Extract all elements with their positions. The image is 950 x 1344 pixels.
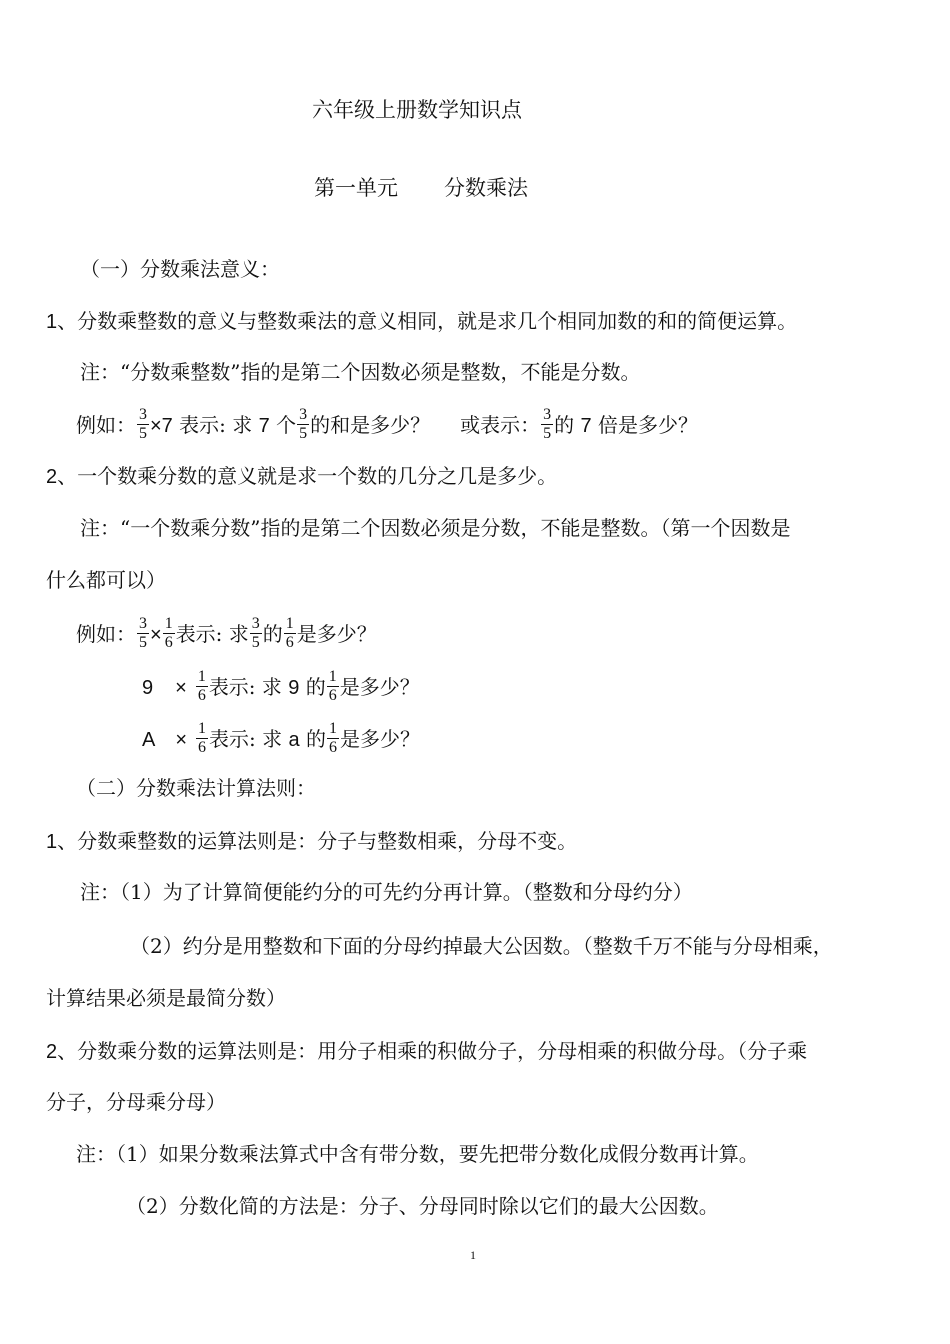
times-seven: ×7 <box>150 415 173 437</box>
example-text: 的 <box>299 675 326 699</box>
denominator: 5 <box>139 634 147 651</box>
note-1: 注：“分数乘整数”指的是第二个因数必须是整数，不能是分数。 <box>80 360 641 384</box>
paragraph-4 <box>46 1039 807 1064</box>
unit-label: 第一单元 <box>314 176 398 200</box>
denominator: 5 <box>299 425 308 442</box>
denominator: 6 <box>197 687 206 704</box>
numerator: 1 <box>328 720 337 737</box>
item-number: 2 <box>46 466 58 488</box>
paragraph-text: 、一个数乘分数的意义就是求一个数的几分之几是多少。 <box>57 464 558 488</box>
number-seven: 7 <box>258 415 270 437</box>
number: 9 <box>288 677 300 699</box>
times-sign: × <box>175 729 188 751</box>
example-text: 是多少？ <box>339 727 420 751</box>
paragraph-text: 、分数乘整数的运算法则是：分子与整数相乘，分母不变。 <box>57 829 578 853</box>
numerator: 3 <box>543 406 552 423</box>
paragraph-1 <box>46 309 797 334</box>
example-1 <box>76 408 698 445</box>
item-number: 2 <box>46 1041 58 1063</box>
fraction <box>297 406 309 443</box>
fraction <box>196 720 208 757</box>
denominator: 6 <box>328 739 337 756</box>
example-text: 的 <box>299 727 326 751</box>
fraction <box>327 720 339 757</box>
fraction <box>541 406 553 443</box>
fraction <box>196 668 208 705</box>
fraction <box>137 406 149 443</box>
numerator: 1 <box>164 615 173 632</box>
number-seven: 7 <box>580 415 592 437</box>
note-2-continued: 什么都可以） <box>46 568 166 592</box>
example-text: 表示: 求 <box>208 675 289 699</box>
note-4-continued: 计算结果必须是最简分数） <box>46 986 286 1010</box>
times-sign: × <box>150 624 162 646</box>
section-heading-1: （一）分数乘法意义： <box>80 257 280 281</box>
example-2 <box>76 617 377 654</box>
example-text: 的 <box>262 622 283 646</box>
unit-heading <box>314 176 528 200</box>
example-text: 表示: 求 <box>209 727 289 751</box>
times-sign: × <box>175 677 187 699</box>
denominator: 5 <box>251 634 260 651</box>
denominator: 6 <box>198 739 207 756</box>
letter-variable: a <box>288 729 300 751</box>
fraction <box>284 615 296 652</box>
note-4: （2）约分是用整数和下面的分母约掉最大公因数。（整数千万不能与分母相乘， <box>130 934 833 958</box>
page-title: 六年级上册数学知识点 <box>312 98 522 122</box>
unit-name: 分数乘法 <box>444 176 528 200</box>
example-text: 或表示： <box>460 413 541 437</box>
fraction <box>327 668 339 705</box>
example-text: 的和是多少？ <box>310 413 431 437</box>
example-text: 表示: 求 <box>172 413 259 437</box>
example-text: 的 <box>554 413 581 437</box>
numerator: 3 <box>139 406 147 423</box>
denominator: 5 <box>139 425 147 442</box>
note-5: 注：（1）如果分数乘法算式中含有带分数，要先把带分数化成假分数再计算。 <box>76 1142 759 1166</box>
numerator: 3 <box>299 406 308 423</box>
numerator: 1 <box>285 615 294 632</box>
paragraph-text: 、分数乘分数的运算法则是：用分子相乘的积做分子，分母相乘的积做分母。（分子乘 <box>57 1039 808 1063</box>
denominator: 6 <box>328 687 337 704</box>
example-text: 个 <box>269 413 297 437</box>
fraction <box>250 615 262 652</box>
example-3 <box>142 670 420 707</box>
paragraph-3 <box>46 829 577 854</box>
numerator: 1 <box>197 668 206 685</box>
item-number: 1 <box>46 831 58 853</box>
note-3: 注：（1）为了计算简便能约分的可先约分再计算。（整数和分母约分） <box>80 880 693 904</box>
numerator: 1 <box>198 720 207 737</box>
example-label: 例如： <box>76 413 136 437</box>
example-text: 是多少？ <box>296 622 377 646</box>
fraction <box>137 615 149 652</box>
letter-variable: A <box>142 729 156 751</box>
number: 9 <box>142 677 154 699</box>
numerator: 3 <box>139 615 147 632</box>
example-4 <box>142 722 420 759</box>
paragraph-4-continued: 分子，分母乘分母） <box>46 1090 226 1114</box>
note-2: 注：“一个数乘分数”指的是第二个因数必须是分数，不能是整数。（第一个因数是 <box>80 516 791 540</box>
note-6: （2）分数化简的方法是：分子、分母同时除以它们的最大公因数。 <box>126 1194 719 1218</box>
denominator: 6 <box>285 634 294 651</box>
example-text: 是多少？ <box>339 675 420 699</box>
denominator: 6 <box>164 634 173 651</box>
item-number: 1 <box>46 311 58 333</box>
section-heading-2: （二）分数乘法计算法则： <box>76 776 316 800</box>
paragraph-text: 、分数乘整数的意义与整数乘法的意义相同，就是求几个相同加数的和的简便运算。 <box>57 309 798 333</box>
example-text: 倍是多少？ <box>591 413 698 437</box>
example-text: 表示: 求 <box>175 622 249 646</box>
example-label: 例如： <box>76 622 136 646</box>
fraction <box>163 615 175 652</box>
paragraph-2 <box>46 464 557 489</box>
denominator: 5 <box>543 425 552 442</box>
numerator: 1 <box>328 668 337 685</box>
numerator: 3 <box>251 615 260 632</box>
page-number: 1 <box>470 1248 476 1262</box>
